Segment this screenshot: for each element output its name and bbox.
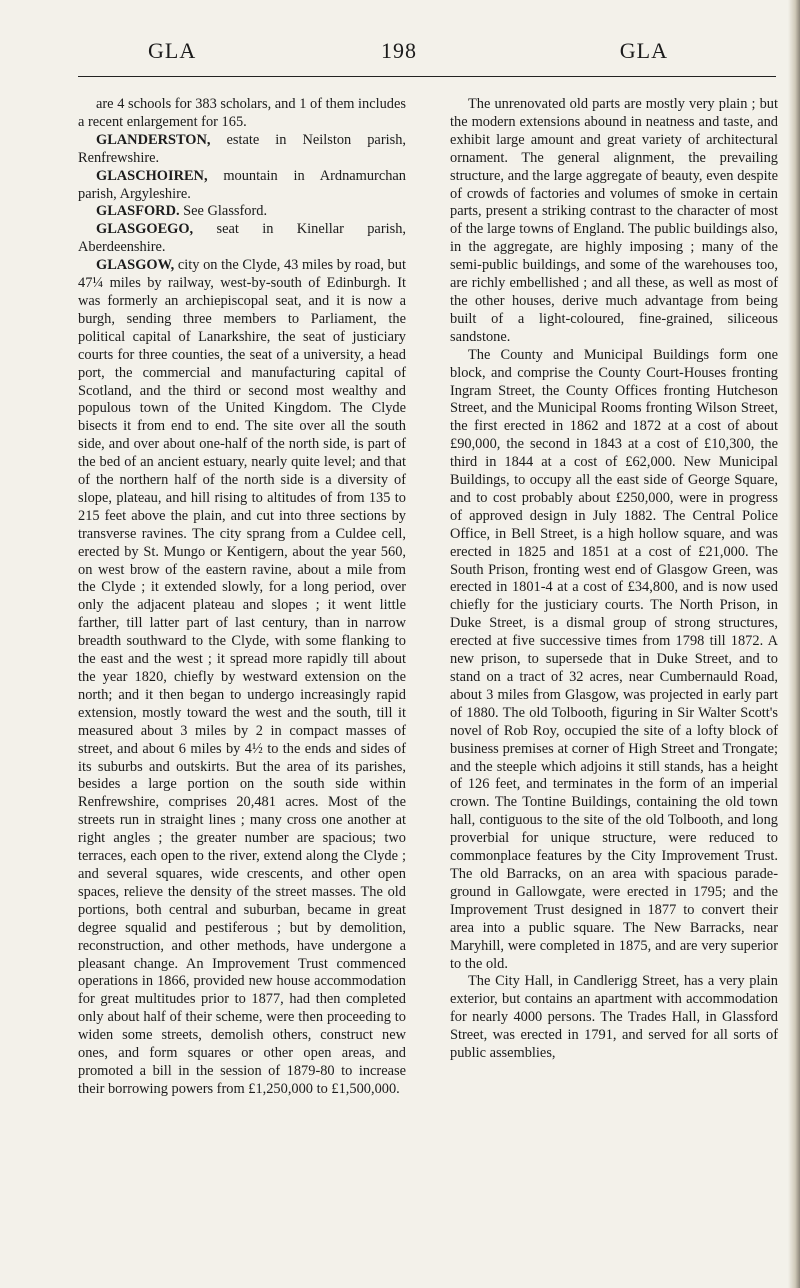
header-left-guide-word: GLA: [148, 38, 197, 63]
entry-headword: GLANDERSTON,: [96, 131, 211, 148]
entry-text: estate in Neilston parish, Renfrewshire.: [78, 131, 406, 166]
paragraph: [450, 347, 778, 974]
gazetteer-entry: [78, 132, 406, 168]
gazetteer-entry: [78, 221, 406, 257]
entry-text: city on the Clyde, 43 miles by road, but 47¼ miles by railway, west-by-south of Edinburgh. It was formerly an archiepiscopal seat, and it is now a burgh, sending three members to Parliament, the political capital of Lanarkshire, the seat of justiciary courts for three counties, the seat of a university, a head port, the commercial and manufacturing capital of Scotland, and the third or second most wealthy and populous town of the United Kingdom. The Clyde bisects it from end to end. The site over all the south side, and over about one-half of the north side, is part of the bed of an ancient estuary, nearly quite level; and that of the northern half of the north side is a diversity of slope, plateau, and hill rising to altitudes of from 135 to 215 feet above the plain, and cut into three sections by transverse ravines. The city sprang from a Culdee cell, erected by St. Mungo or Kentigern, about the year 560, on west brow of the eastern ravine, about a mile from the Clyde ; it extended slowly, for a long period, over only the adjacent plateau and slopes ; it went little farther, till latter part of last century, than in narrow breadth southward to the Clyde, with some flanking to the east and the west ; it spread more rapidly till about the year 1820, chiefly by westward extension on the north; and it then began to undergo increasingly rapid extension, mostly toward the west and the south, till it measured about 3 miles by 2 in compact masses of street, and about 6 miles by 4½ to the ends and sides of its suburbs and outskirts. But the area of its parishes, besides a large portion on the south side within Renfrewshire, comprises 20,481 acres. Most of the streets run in straight lines ; many cross one another at right angles ; the greater number are spacious; two terraces, each open to the river, extend along the Clyde ; and several squares, wide crescents, and other open spaces, relieve the density of the street masses. The old portions, both central and suburban, became in great degree squalid and pestiferous ; but by demolition, reconstruction, and other methods, have undergone a pleasant change. An Improvement Trust commenced operations in 1866, provided new house accommodation for great multitudes prior to 1877, had then completed only about half of their scheme, were then proceeding to widen some streets, demolish others, construct new ones, and form squares or other open areas, and promoted a bill in the session of 1879-80 to increase their borrowing powers from £1,250,000 to £1,500,000.: [78, 257, 406, 1097]
entry-text: mountain in Ardnamurchan parish, Argyleshire.: [78, 167, 406, 202]
paragraph-text: The City Hall, in Candlerigg Street, has a very plain exterior, but contains an apartment with accommodation for nearly 4000 persons. The Trades Hall, in Glassford Street, was erected in 1791, and served for all sorts of public assemblies,: [450, 973, 778, 1062]
header-right-guide-word: GLA: [619, 38, 668, 63]
entry-headword: GLASFORD.: [96, 203, 180, 220]
entry-headword: GLASGOW,: [96, 257, 175, 274]
paragraph: [450, 973, 778, 1063]
paragraph-text: The unrenovated old parts are mostly very plain ; but the modern extensions abound in neatness and taste, and exhibit large amount and great variety of architectural ornament. The general alignment, the prevailing structure, and the large aggregate of beauty, even despite of crowds of factories and volumes of smoke in certain parts, present a striking contrast to the character of most of the large towns of England. The public buildings also, in the aggregate, are highly imposing ; many of the semi-public buildings, and some of the warehouses too, are richly embellished ; and all these, as well as most of the other houses, derive much advantage from being built of a light-coloured, fine-grained, siliceous sandstone.: [450, 96, 778, 345]
paragraph: [78, 96, 406, 132]
right-column: [450, 96, 778, 1063]
page-edge-shadow: [788, 0, 800, 1288]
entry-headword: GLASGOEGO,: [96, 221, 194, 238]
gazetteer-entry: [78, 168, 406, 204]
paragraph: [450, 96, 778, 347]
left-column: [78, 96, 406, 1099]
running-header: [78, 38, 720, 66]
entry-text: seat in Kinellar parish, Aberdeenshire.: [78, 221, 406, 256]
gazetteer-entry: [78, 257, 406, 1099]
page-number: 198: [381, 38, 417, 63]
header-rule: [78, 76, 776, 77]
entry-headword: GLASCHOIREN,: [96, 167, 208, 184]
gazetteer-entry: [78, 203, 406, 221]
paragraph-text: The County and Municipal Buildings form one block, and comprise the County Court-Houses fronting Ingram Street, the County Offices fronting Hutcheson Street, and the Municipal Rooms fronting Wilson Street, the first erected in 1862 and 1872 at a cost of about £90,000, the second in 1843 at a cost of £10,300, the third in 1844 at a cost of £62,000. New Municipal Buildings, to occupy all the east side of George Square, and to cost probably about £250,000, were in progress of approved design in July 1882. The Central Police Office, in Bell Street, is a high hollow square, and was erected in 1825 and 1851 at a cost of £21,000. The South Prison, fronting west end of Glasgow Green, was erected in 1801-4 at a cost of £34,800, and is now used chiefly for the justiciary courts. The North Prison, in Duke Street, is a dismal group of strong structures, erected at five successive times from 1798 till 1872. A new prison, to supersede that in Duke Street, and to stand on a tract of 32 acres, near Cumbernauld Road, about 3 miles from Glasgow, was projected in early part of 1880. The old Tolbooth, figuring in Sir Walter Scott's novel of Rob Roy, occupied the site of a lofty block of business premises at corner of High Street and Trongate; and the steeple which adjoins it still stands, has a height of 126 feet, and terminates in the form of an imperial crown. The Tontine Buildings, containing the old town hall, contiguous to the site of the old Tolbooth, and long proverbial for unique structure, were reduced to commonplace features by the City Improvement Trust. The old Barracks, on an area with spacious parade-ground in Gallowgate, were erected in 1795; and the Improvement Trust designed in 1877 to convert their area into a public square. The New Barracks, near Maryhill, were completed in 1875, and are very superior to the old.: [450, 346, 778, 972]
paragraph-text: are 4 schools for 383 scholars, and 1 of them includes a recent enlargement for 165.: [78, 96, 406, 130]
entry-text: See Glassford.: [179, 203, 268, 220]
